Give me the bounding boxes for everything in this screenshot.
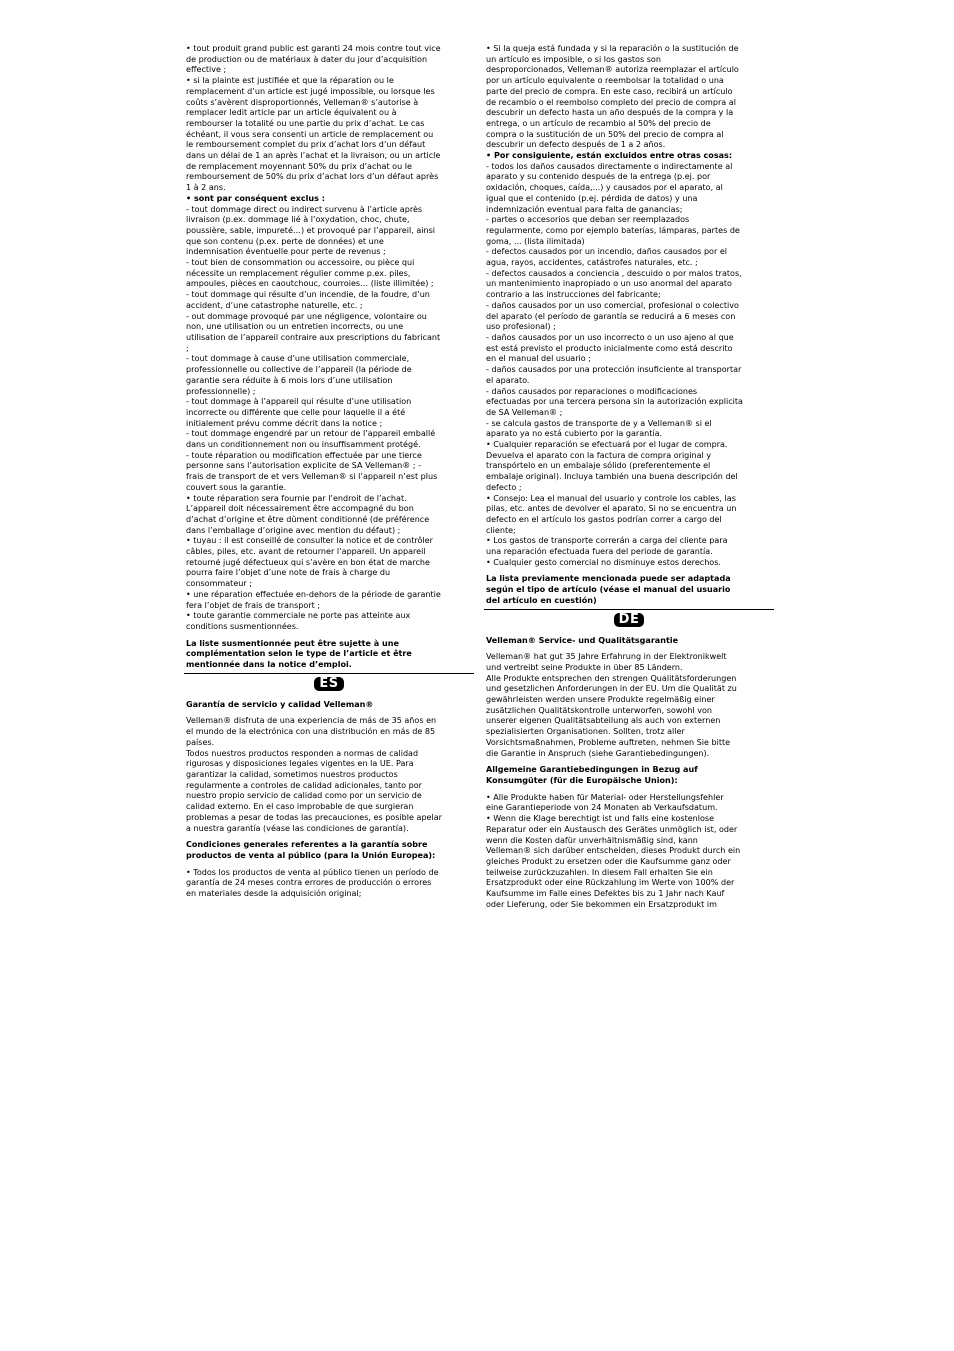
text-line: de recambio o el reembolso completo del precio de compra al xyxy=(486,97,736,107)
text-line: retourné jugé défectueux qui s’avère en bon état de marche xyxy=(186,557,430,567)
text-line: - daños causados por una protección insuficiente al transportar xyxy=(486,365,742,375)
text-line: calidad externo. En el caso improbable de que surgieran xyxy=(186,802,414,812)
text-line: • Consejo: Lea el manual del usuario y controle los cables, las xyxy=(486,493,736,503)
text-line: - defectos causados por un incendio, daños causados por el xyxy=(486,247,728,257)
text-line: initialement prévu comme décrit dans la notice ; xyxy=(186,418,383,428)
text-line: La lista previamente mencionada puede ser adaptada xyxy=(486,574,731,584)
text-line: pilas, etc. antes de devolver el aparato. Si no se encuentra un xyxy=(486,504,737,514)
text-line: poussière, sable, impureté…) et provoqué par l’appareil, ainsi xyxy=(186,225,436,235)
text-line: nécessite un remplacement régulier comme p.ex. piles, xyxy=(186,268,411,278)
text-line: • Todos los productos de venta al público tienen un período de xyxy=(186,867,439,877)
text-line: die Garantie in Anspruch (siehe Garantiebedingungen). xyxy=(486,748,710,758)
text-line: 1 à 2 ans. xyxy=(186,183,226,193)
text-line: indemnisation éventuelle pour perte de revenus ; xyxy=(186,247,386,257)
text-line: dans l’emballage d’origine avec mention du défaut) ; xyxy=(186,525,401,535)
text-line: del artículo en cuestión) xyxy=(486,595,597,605)
text-line: und gesetzlichen Anforderungen in der EU. Um die Qualität zu xyxy=(486,684,737,694)
text-line: professionnelle ou collective de l’appareil (la période de xyxy=(186,365,412,375)
text-line: - daños causados por un uso incorrecto o un uso ajeno al que xyxy=(486,332,734,342)
text-line: rigurosas y disposiciones legales vigentes en la UE. Para xyxy=(186,759,414,769)
text-line: en el manual del usuario ; xyxy=(486,354,591,364)
text-line: problemas a pesar de todas las precauciones, es posible apelar xyxy=(186,812,442,822)
text-line: Alle Produkte entsprechen den strengen Qualitätsforderungen xyxy=(486,673,737,683)
text-line: indemnización eventual para falta de ganancias; xyxy=(486,204,683,214)
text-line: - tout bien de consommation ou accessoire, ou pièce qui xyxy=(186,258,415,268)
text-line: L’appareil doit nécessairement être accompagné du bon xyxy=(186,504,414,514)
text-line: personne sans l’autorisation explicite de SA Velleman® ; - xyxy=(186,461,422,471)
text-line: Vorsichtsmaßnahmen, Probleme auftreten, nehmen Sie bitte xyxy=(486,737,731,747)
text-line: en materiales desde la adquisición original; xyxy=(186,889,362,899)
text-line: professionnelle) ; xyxy=(186,386,256,396)
text-line: - tout dommage engendré par un retour de l’appareil emballé xyxy=(186,429,436,439)
fr-exclusions xyxy=(186,194,472,633)
text-line: zusätzlichen Qualitätskontrolle unterworfen, sowohl von xyxy=(486,705,713,715)
text-line: entrega, o un artículo de recambio al 50% del precio de xyxy=(486,118,711,128)
text-line: est está previsto el producto inicialmente como está descrito xyxy=(486,343,733,353)
es-conditions-heading xyxy=(186,840,472,861)
text-line: échéant, il vous sera consenti un article de remplacement ou xyxy=(186,129,434,139)
text-line: Konsumgüter (für die Europäische Union): xyxy=(486,776,678,785)
text-line: complémentation selon le type de l’article et être xyxy=(186,649,412,659)
text-line: regularmente a controles de calidad adicionales, tanto por xyxy=(186,780,422,790)
es-section-title: Garantía de servicio y calidad Velleman® xyxy=(186,699,374,709)
fr-note xyxy=(186,639,472,671)
text-line: spezialisierten Organisationen. Sollten, trotz aller xyxy=(486,727,685,737)
es-exclusions-list xyxy=(486,162,772,569)
text-line: teilweise zurückzuzahlen. In diesem Fall erhalten Sie ein xyxy=(486,867,713,877)
text-line: agua, rayos, accidentes, catástrofes naturales, etc. ; xyxy=(486,258,698,268)
text-line: câbles, piles, etc. avant de retourner l’appareil. Un appareil xyxy=(186,547,426,557)
text-line: remplacement d’un article est jugé impossible, ou lorsque les xyxy=(186,86,435,96)
es-note xyxy=(486,574,772,606)
text-line: desproporcionados, Velleman® autoriza reemplazar el artículo xyxy=(486,65,739,75)
text-line: de production ou de matériaux à dater du jour d’acquisition xyxy=(186,54,428,64)
text-line: Kaufsumme im Falle eines Defektes bis zu 1 Jahr nach Kauf xyxy=(486,889,725,899)
es-conditions-list xyxy=(186,868,472,900)
text-line: - tout dommage direct ou indirect survenu à l’article après xyxy=(186,204,423,214)
left-column xyxy=(186,44,472,906)
text-line: non, une utilisation ou un entretien incorrects, ou une xyxy=(186,322,404,332)
es-warranty-terms xyxy=(486,44,772,151)
text-line: el mundo de la electrónica con una distribución en más de 85 xyxy=(186,727,436,737)
text-line: productos de venta al público (para la Unión Europea): xyxy=(186,850,436,860)
text-line: un mantenimiento inapropiado o un uso anormal del aparato xyxy=(486,279,732,289)
text-line: efectuadas por una tercera persona sin la autorización explicita xyxy=(486,397,743,407)
text-line: de remplacement moyennant 50% du prix d’achat ou le xyxy=(186,161,412,171)
text-line: Devuelva el aparato con la factura de compra original y xyxy=(486,450,712,460)
text-line: couvert sous la garantie. xyxy=(186,482,287,492)
de-conditions-list xyxy=(486,793,772,911)
text-line: - se calcula gastos de transporte de y a Velleman® si el xyxy=(486,418,712,428)
text-line: dans un conditionnement non ou insuffisamment protégé. xyxy=(186,440,421,450)
text-line: parte del precio de compra. En este caso, recibirá un artículo xyxy=(486,86,733,96)
text-line: igual que el contenido (p.ej. pérdida de datos) y una xyxy=(486,193,698,203)
text-line: • Si la queja está fundada y si la reparación o la sustitución de xyxy=(486,44,739,53)
text-line: • Cualquier reparación se efectuará por el lugar de compra. xyxy=(486,440,728,450)
text-line: que son contenu (p.ex. perte de données) et une xyxy=(186,236,384,246)
fr-warranty-terms xyxy=(186,44,472,194)
text-line: • toute réparation sera fournie par l’endroit de l’achat. xyxy=(186,493,407,503)
text-line: goma, ... (lista ilimitada) xyxy=(486,236,585,246)
text-line: coûts s’avèrent disproportionnés, Velleman® s’autorise à xyxy=(186,97,419,107)
text-line: aparato ya no está cubierto por la garantía. xyxy=(486,429,663,439)
text-line: - out dommage provoqué par une négligence, volontaire ou xyxy=(186,311,427,321)
text-line: • tuyau : il est conseillé de consulter la notice et de contrôler xyxy=(186,536,433,546)
text-line: Todos nuestros productos responden a normas de calidad xyxy=(186,748,419,758)
text-line: Reparatur oder ein Austausch des Gerätes unmöglich ist, oder xyxy=(486,824,738,834)
text-line: fera l’objet de frais de transport ; xyxy=(186,600,321,610)
text-line: según el tipo de artículo (véase el manual del usuario xyxy=(486,585,731,595)
text-line: gleiches Produkt zu ersetzen oder die Kaufsumme ganz oder xyxy=(486,856,731,866)
text-line: Velleman® hat gut 35 Jahre Erfahrung in der Elektronikwelt xyxy=(486,652,727,662)
text-line: • tout produit grand public est garanti 24 mois contre tout vice xyxy=(186,44,441,53)
text-line: • une réparation effectuée en-dehors de la période de garantie xyxy=(186,589,441,599)
text-line: • Cualquier gesto comercial no disminuye estos derechos. xyxy=(486,557,721,567)
text-line: La liste susmentionnée peut être sujette à une xyxy=(186,638,399,648)
text-line: un artículo es imposible, o si los gastos son xyxy=(486,54,661,64)
text-line: eine Garantieperiode von 24 Monaten ab Verkaufsdatum. xyxy=(486,803,718,813)
text-line: d’achat d’origine et être dûment conditionné (de préférence xyxy=(186,514,430,524)
text-line: dans un délai de 1 an après l’achat et la livraison, ou un article xyxy=(186,151,441,161)
text-line: conditions susmentionnées. xyxy=(186,621,299,631)
text-line: unserer eigenen Qualitätsabteilung als auch von externen xyxy=(486,716,721,726)
text-line: compra o la sustitución de un 50% del precio de compra al xyxy=(486,129,724,139)
es-intro xyxy=(186,716,472,834)
text-line: le remboursement complet du prix d’achat lors d’un défaut xyxy=(186,140,426,150)
text-line: rembourser la totalité ou une partie du prix d’achat. Le cas xyxy=(186,118,425,128)
text-line: Condiciones generales referentes a la garantía sobre xyxy=(186,840,428,850)
text-line: por un artículo equivalente o reembolsar la totalidad o una xyxy=(486,76,724,86)
fr-exclusions-heading: • sont par conséquent exclus : xyxy=(186,193,325,203)
section-divider xyxy=(184,673,474,674)
text-line: ; xyxy=(186,343,189,353)
text-line: oxidación, choques, caída,...) y causados por el aparato, al xyxy=(486,183,723,193)
text-line: Allgemeine Garantiebedingungen in Bezug auf xyxy=(486,765,698,775)
text-line: frais de transport de et vers Velleman® si l’appareil n’est plus xyxy=(186,472,438,482)
text-line: Velleman® sich darüber entscheiden, dieses Produkt durch ein xyxy=(486,846,741,856)
text-line: und vertreibt seine Produkte in über 85 Ländern. xyxy=(486,662,683,672)
text-line: nuestro propio servicio de calidad como por un servicio de xyxy=(186,791,422,801)
text-line: de SA Velleman® ; xyxy=(486,407,563,417)
text-line: utilisation de l’appareil contraire aux prescriptions du fabricant xyxy=(186,332,441,342)
text-line: wenn die Kosten dafür unverhältnismäßig sind, kann xyxy=(486,835,698,845)
text-line: países. xyxy=(186,737,215,747)
text-line: - daños causados por un uso comercial, profesional o colectivo xyxy=(486,300,739,310)
text-line: remplacer ledit article par un article équivalent ou à xyxy=(186,108,397,118)
text-line: consommateur ; xyxy=(186,579,252,589)
text-line: aparato y su contenido después de la entrega (p.ej. por xyxy=(486,172,711,182)
text-line: • si la plainte est justifiée et que la réparation ou le xyxy=(186,76,394,86)
text-line: defecto ; xyxy=(486,482,522,492)
section-divider xyxy=(484,609,774,610)
text-line: regularmente, como por ejemplo baterías, lámparas, partes de xyxy=(486,225,740,235)
es-exclusions-heading: • Por consiguiente, están excluidos entre otras cosas: xyxy=(486,151,733,161)
text-line: transpórtelo en un embalaje sólido (preferentemente el xyxy=(486,461,711,471)
text-line: - todos los daños causados directamente o indirectamente al xyxy=(486,161,733,171)
text-line: el aparato. xyxy=(486,375,530,385)
right-column xyxy=(486,44,772,916)
text-line: • toute garantie commerciale ne porte pas atteinte aux xyxy=(186,611,411,621)
text-line: - toute réparation ou modification effectuée par une tierce xyxy=(186,450,422,460)
text-line: - partes o accesorios que deban ser reemplazados xyxy=(486,215,690,225)
text-line: embalaje original). Incluya también una buena descripción del xyxy=(486,472,738,482)
de-conditions-heading xyxy=(486,765,772,786)
de-language-badge: DE xyxy=(614,613,645,627)
text-line: mentionnée dans la notice d’emploi. xyxy=(186,660,352,670)
text-line: pourra faire l’objet d’une note de frais à charge du xyxy=(186,568,391,578)
text-line: una reparación efectuada fuera del periode de garantía. xyxy=(486,547,713,557)
text-line: - daños causados por reparaciones o modificaciones xyxy=(486,386,698,396)
text-line: incorrecte ou différente que celle pour laquelle il a été xyxy=(186,407,406,417)
text-line: contrario a las instrucciones del fabricante; xyxy=(486,290,661,300)
text-line: livraison (p.ex. dommage lié à l’oxydation, choc, chute, xyxy=(186,215,410,225)
text-line: gewährleisten werden unsere Produkte regelmäßig einer xyxy=(486,695,715,705)
text-line: • Alle Produkte haben für Material- oder Herstellungsfehler xyxy=(486,792,724,802)
text-line: descubrir un defecto hasta un año después de la compra y la xyxy=(486,108,734,118)
text-line: - tout dommage à cause d’une utilisation commerciale, xyxy=(186,354,410,364)
text-line: - defectos causados a conciencia , descuido o por malos tratos, xyxy=(486,268,742,278)
es-language-badge: ES xyxy=(314,677,343,691)
text-line: uso profesional) ; xyxy=(486,322,556,332)
text-line: Ersatzprodukt oder eine Rückzahlung im Werte von 100% der xyxy=(486,878,735,888)
text-line: a nuestra garantía (véase las condiciones de garantía). xyxy=(186,823,409,833)
text-line: garantía de 24 meses contra errores de producción o errores xyxy=(186,878,432,888)
text-line: garantie sera réduite à 6 mois lors d’une utilisation xyxy=(186,375,393,385)
text-line: ampoules, pièces en caoutchouc, courroies… (liste illimitée) ; xyxy=(186,279,434,289)
text-line: descubrir un defecto después de 1 a 2 años. xyxy=(486,140,666,150)
text-line: oder Lieferung, oder Sie bekommen ein Ersatzprodukt im xyxy=(486,899,717,909)
text-line: accident, d’une catastrophe naturelle, etc. ; xyxy=(186,300,363,310)
de-section-title: Velleman® Service- und Qualitätsgarantie xyxy=(486,635,679,645)
de-intro xyxy=(486,652,772,759)
text-line: del aparato (el período de garantía se reducirá a 6 meses con xyxy=(486,311,736,321)
text-line: defecto en el artículo los gastos podrían correr a cargo del xyxy=(486,514,722,524)
text-line: • Wenn die Klage berechtigt ist und falls eine kostenlose xyxy=(486,814,715,824)
text-line: cliente; xyxy=(486,525,516,535)
text-line: Velleman® disfruta de una experiencia de más de 35 años en xyxy=(186,716,437,726)
text-line: effective ; xyxy=(186,65,227,75)
text-line: garantizar la calidad, sometimos nuestros productos xyxy=(186,770,398,779)
fr-exclusions-list xyxy=(186,205,472,633)
text-line: - tout dommage qui résulte d’un incendie, de la foudre, d’un xyxy=(186,290,430,300)
text-line: • Los gastos de transporte correrán a carga del cliente para xyxy=(486,536,728,546)
text-line: remboursement de 50% du prix d’achat lors d’un défaut après xyxy=(186,172,439,182)
text-line: - tout dommage à l’appareil qui résulte d’une utilisation xyxy=(186,397,412,407)
